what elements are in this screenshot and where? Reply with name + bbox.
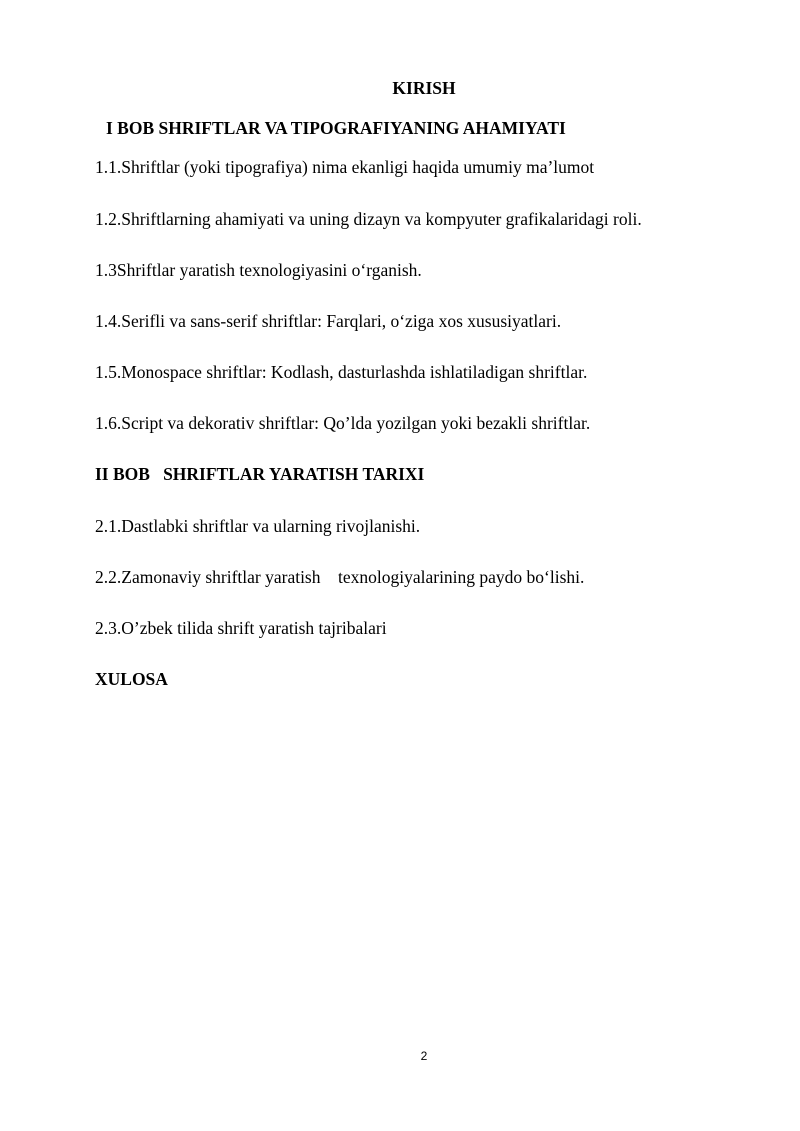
toc-item-2-2: 2.2.Zamonaviy shriftlar yaratish texnologiyalarining paydo bo‘lishi. — [95, 567, 585, 587]
chapter-1-title: I BOB SHRIFTLAR VA TIPOGRAFIYANING AHAMIYATI — [106, 118, 566, 138]
toc-item-1-5: 1.5.Monospace shriftlar: Kodlash, dasturlashda ishlatiladigan shriftlar. — [95, 362, 588, 382]
page-number: 2 — [420, 1049, 428, 1063]
toc-item-1-1: 1.1.Shriftlar (yoki tipografiya) nima ekanligi haqida umumiy ma’lumot — [95, 157, 595, 177]
conclusion-heading: XULOSA — [95, 669, 168, 689]
toc-item-1-2: 1.2.Shriftlarning ahamiyati va uning dizayn va kompyuter grafikalaridagi roli. — [95, 209, 642, 229]
chapter-2-title: II BOB SHRIFTLAR YARATISH TARIXI — [95, 464, 425, 484]
toc-item-1-6: 1.6.Script va dekorativ shriftlar: Qo’lda yozilgan yoki bezakli shriftlar. — [95, 413, 591, 433]
intro-heading: KIRISH — [392, 78, 456, 98]
toc-item-1-4: 1.4.Serifli va sans-serif shriftlar: Farqlari, o‘ziga xos xususiyatlari. — [95, 311, 562, 331]
toc-item-2-3: 2.3.O’zbek tilida shrift yaratish tajribalari — [95, 618, 387, 638]
toc-item-2-1: 2.1.Dastlabki shriftlar va ularning rivojlanishi. — [95, 516, 421, 536]
toc-item-1-3: 1.3Shriftlar yaratish texnologiyasini o‘rganish. — [95, 260, 422, 280]
